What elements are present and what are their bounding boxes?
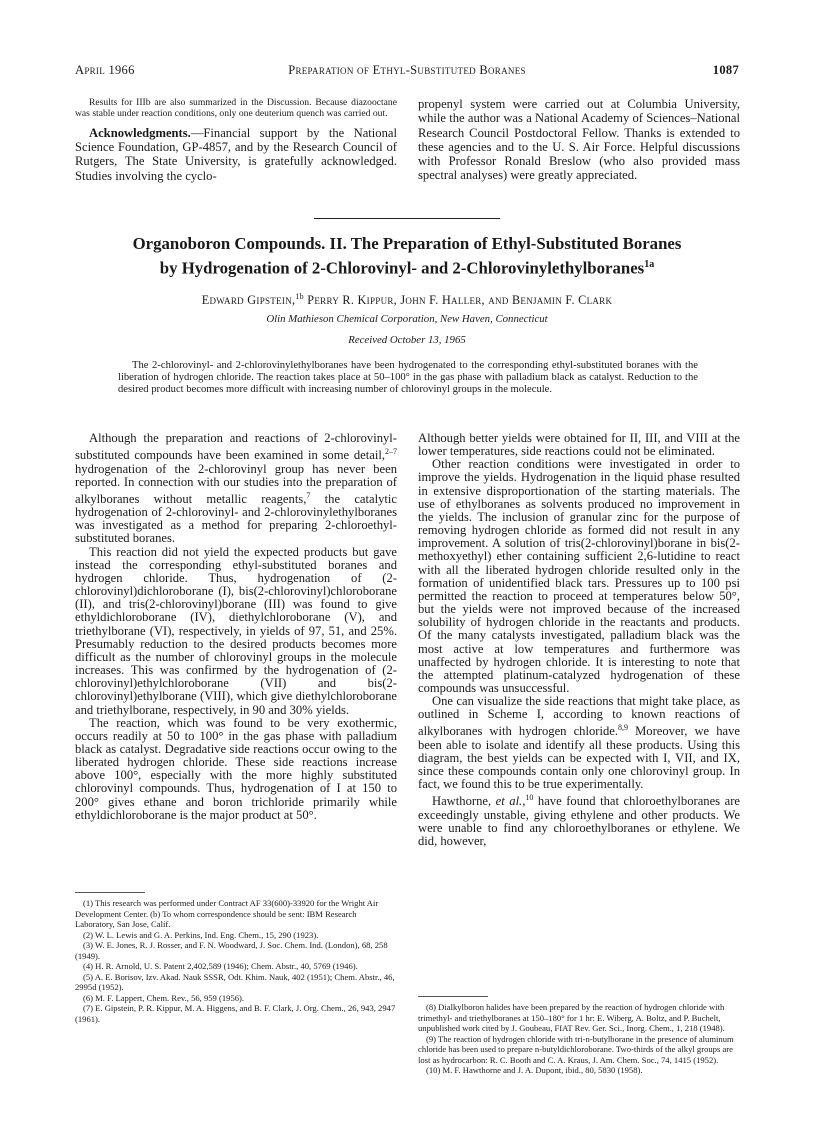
footnote: (6) M. F. Lappert, Chem. Rev., 56, 959 (1956). [83, 992, 245, 1003]
footnote: (4) H. R. Arnold, U. S. Patent 2,402,589 (1946); Chem. Abstr., 40, 5769 (1946). [83, 961, 358, 972]
footnote: (10) M. F. Hawthorne and J. A. Dupont, ibid., 80, 5830 (1958). [426, 1065, 643, 1076]
text-run: the catalytic hydrogenation of 2-chlorovinyl- and 2-chlorovinylethylboranes was investigated as a method for preparing 2-chloroethyl-substituted boranes. [75, 492, 397, 546]
footnotes-right [418, 1002, 740, 1076]
footnote: (8) Dialkylboron halides have been prepared by the reaction of hydrogen chloride with trimethyl- and triethylboranes at 150–180° for 1 hr: E. Wiberg, A. Boltz, and P. Buchelt, unpublished work cited by J. Goubeau, FIAT Rev. Ger. Sci., Inorg. Chem., 1, 218 (1948). [418, 1002, 725, 1034]
abstract-text: The 2-chlorovinyl- and 2-chlorovinylethylboranes have been hydrogenated to the corresponding ethyl-substituted boranes with the liberation of hydrogen chloride. The reaction takes place at 50–100° in the gas phase with palladium black as catalyst. Reduction to the desired product becomes more difficult with increasing number of chlorovinyl groups in the molecule. [118, 360, 698, 396]
body-paragraph: Although better yields were obtained for II, III, and VIII at the lower temperatures, side reactions could not be eliminated. [418, 431, 740, 459]
abstract [118, 360, 698, 396]
title-line-2 [75, 255, 739, 279]
footnote: (1) This research was performed under Contract AF 33(600)-33920 for the Wright Air Development Center. (b) To whom correspondence should be sent: IBM Research Laboratory, San Jose, Calif. [75, 898, 379, 930]
text-run: have found that chloroethylboranes are exceedingly unstable, giving ethylene and other products. We were unable to find any chloroethylboranes or ethylene. We did, however, [418, 794, 740, 849]
authors-rest: Perry R. Kippur, John F. Haller, and Benjamin F. Clark [303, 293, 613, 308]
footnote: (3) W. E. Jones, R. J. Rosser, and F. N. Woodward, J. Soc. Chem. Ind. (London), 68, 258 (1949). [75, 940, 388, 961]
citation-ref: 8,9 [617, 723, 628, 733]
body-paragraph [75, 432, 397, 546]
prior-article-continuation: propenyl system were carried out at Columbia University, while the author was a National Academy of Sciences–National Research Council Postdoctoral Fellow. Thanks is extended to these agencies and to the U. S. Air Force. Helpful discussions with Professor Ronald Breslow (who also provided mass spectral analyses) were greatly appreciated. [418, 97, 740, 183]
footnote: (2) W. L. Lewis and G. A. Perkins, Ind. Eng. Chem., 15, 290 (1923). [83, 929, 319, 940]
header-date: April 1966 [75, 63, 135, 77]
running-header [75, 63, 739, 79]
body-left-column [75, 432, 397, 822]
ack-text: —Financial support by the National Science Foundation, GP-4857, and by the Research Council of Rutgers, The State University, is gratefully acknowledged. Studies involving the cyclo- [75, 125, 397, 183]
text-run: Moreover, we have been able to isolate and identify all these products. Using this diagram, the best yields can be expected with I, VII, and IX, since these compounds contain only one chlorovinyl group. In fact, we found this to be true experimentally. [418, 724, 741, 792]
footnote: (5) A. E. Borisov, Izv. Akad. Nauk SSSR, Odt. Khim. Nauk, 402 (1951); Chem. Abstr., 46, 2995d (1952). [75, 971, 395, 993]
body-paragraph [418, 791, 740, 848]
received-date: Received October 13, 1965 [348, 334, 466, 346]
citation-ref: 2–7 [385, 447, 397, 457]
top-right-column [418, 97, 740, 183]
author-footnote-ref: 1b [295, 292, 304, 301]
title-footnote-ref: 1a [644, 258, 655, 270]
header-running-title: Preparation of Ethyl-Substituted Boranes [288, 63, 526, 77]
article-title [75, 234, 739, 279]
author-list [75, 292, 739, 308]
text-run: , [522, 794, 526, 809]
body-paragraph: Other reaction conditions were investigated in order to improve the yields. Hydrogenation in the liquid phase resulted in extensive disproportionation of the starting materials. The use of ethylboranes as solvents produced no improvement in the yields. The inclusion of granular zinc for the purpose of removing hydrogen chloride as formed did not result in any improvement. A solution of tris(2-chlorovinyl)borane in bis(2-methoxyethyl) ether containing sufficient 2,6-lutidine to react with all the liberated hydrogen chloride resulted only in the formation of unidentified black tars. Pressures up to 100 psi permitted the reaction to proceed at temperatures below 50°, but the yields were not improved because of the increased solubility of hydrogen chloride in the reactants and products. Of the many catalysts investigated, palladium black was the most active at low temperatures and furthermore was unaffected by hydrogen chloride. It is interesting to note that the attempted platinum-catalyzed hydrogenation of these compounds was unsuccessful. [418, 457, 740, 695]
affiliation: Olin Mathieson Chemical Corporation, New Haven, Connecticut [266, 313, 548, 325]
text-run-italic: et al. [495, 794, 523, 809]
top-left-column [75, 97, 397, 183]
citation-ref: 7 [306, 490, 311, 500]
discussion-note: Results for IIIb are also summarized in the Discussion. Because diazooctane was stable under reaction conditions, only one deuterium quench was carried out. [75, 97, 397, 120]
text-run: hydrogenation of the 2-chlorovinyl group has never been reported. In connection with our studies into the preparation of alkylboranes without metallic reagents, [75, 461, 397, 506]
footnote-rule [75, 892, 145, 893]
text-run: One can visualize the side reactions that might take place, as outlined in Scheme I, according to known reactions of alkylboranes with hydrogen chloride. [418, 694, 740, 739]
body-right-column [418, 432, 740, 848]
footnote: (7) E. Gipstein, P. R. Kippur, M. A. Higgens, and B. F. Clark, J. Org. Chem., 26, 943, 2947 (1961). [75, 1003, 396, 1025]
ack-heading: Acknowledgments. [89, 125, 191, 140]
citation-ref: 10 [525, 793, 534, 803]
body-paragraph: This reaction did not yield the expected products but gave instead the corresponding ethyl-substituted boranes and hydrogen chloride. Thus, hydrogenation of (2-chlorovinyl)dichloroborane (I), bis(2-chlorovinyl)chloroborane (II), and tris(2-chlorovinyl)borane (III) was found to give ethyldichloroborane (IV), diethylchloroborane (V), and triethylborane (VI), respectively, in yields of 97, 51, and 25%. Presumably reduction to the desired products becomes more difficult as the number of chlorovinyl groups in the molecule increases. This was confirmed by the hydrogenation of (2-chlorovinyl)ethylchloroborane (VII) and bis(2-chlorovinyl)ethylborane (VIII), which give diethylchloroborane and triethylborane, respectively, in 90 and 30% yields. [75, 544, 397, 717]
text-run: Hawthorne, [432, 794, 496, 809]
article-separator-rule [314, 218, 500, 219]
author-first: Edward Gipstein, [201, 293, 296, 308]
title-line-1: Organoboron Compounds. II. The Preparation of Ethyl-Substituted Boranes [132, 234, 682, 253]
footnotes-left [75, 898, 397, 1025]
footnote: (9) The reaction of hydrogen chloride with tri-n-butylborane in the presence of aluminum chloride has been used to prepare n-butyldichloroborane. Two-thirds of the alkyl groups are lost as hydrocarbon: R. C. Booth and C. A. Kraus, J. Am. Chem. Soc., 74, 1415 (1952). [418, 1033, 734, 1065]
footnote-rule [418, 996, 488, 997]
text-run: Although the preparation and reactions of 2-chlorovinyl-substituted compounds have been examined in some detail, [75, 431, 397, 463]
body-paragraph: The reaction, which was found to be very exothermic, occurs readily at 50 to 100° in the gas phase with palladium black as catalyst. Degradative side reactions occur owing to the liberated hydrogen chloride. These side reactions increase above 100°, especially with the more highly substituted chlorovinyl compounds. Thus, hydrogenation of I at 150 to 200° gives ethane and boron trichloride primarily while ethyldichloroborane is the major product at 50°. [75, 715, 397, 822]
body-paragraph [418, 695, 740, 791]
header-page-number: 1087 [712, 63, 739, 77]
acknowledgments [75, 126, 397, 183]
title-line-2-text: by Hydrogenation of 2-Chlorovinyl- and 2-Chlorovinylethylboranes [159, 258, 645, 278]
